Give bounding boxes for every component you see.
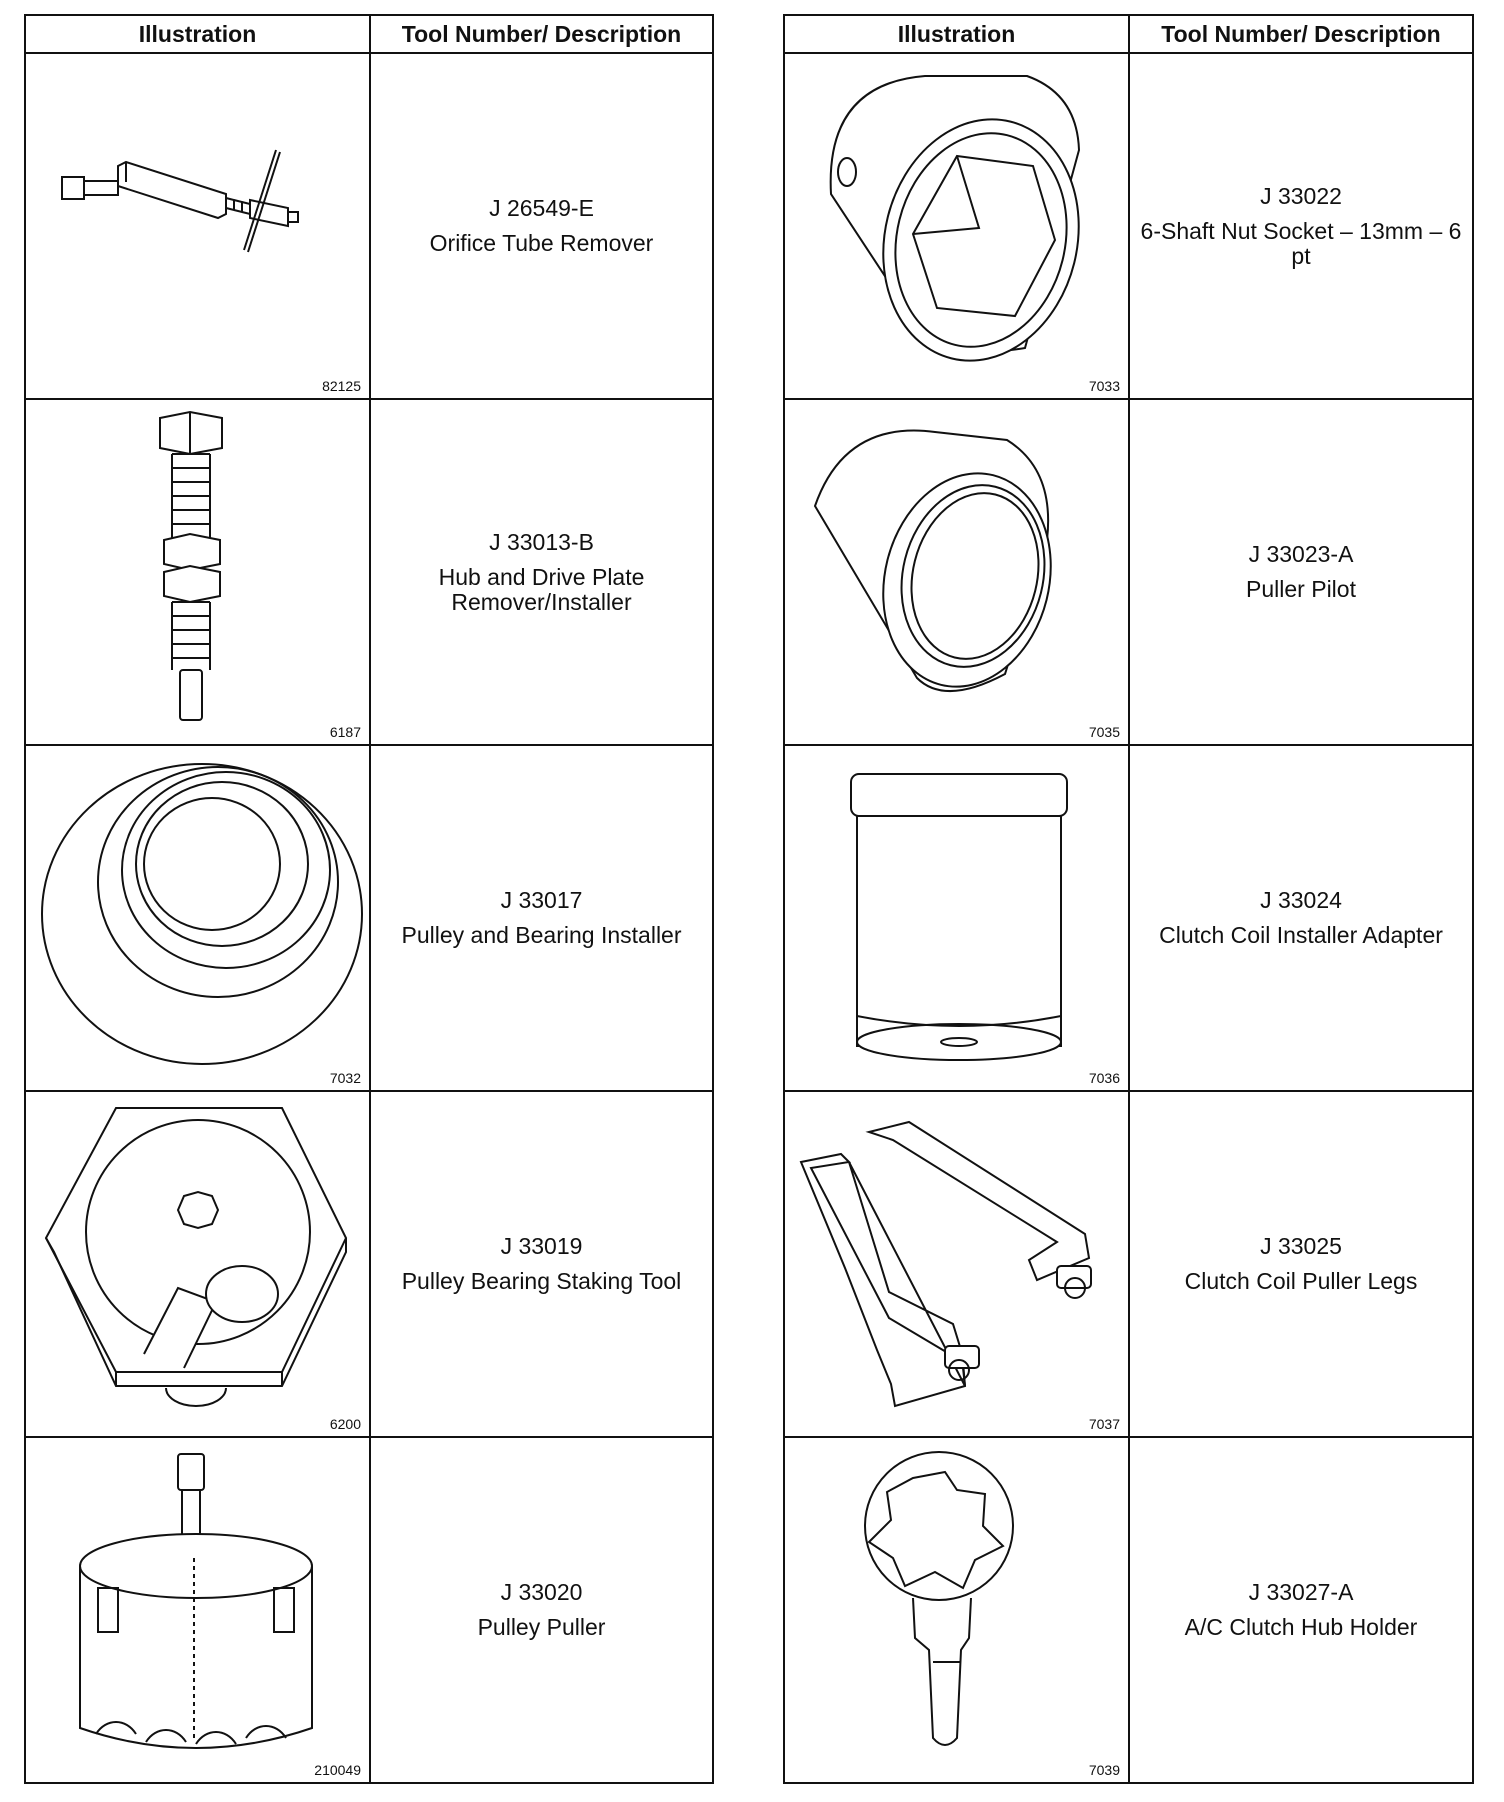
figure-number: 6200: [329, 1416, 361, 1432]
description-cell: [1129, 1091, 1473, 1437]
description-cell: [1129, 745, 1473, 1091]
tool-description: Puller Pilot: [1246, 576, 1356, 602]
tool-number: J 33020: [500, 1579, 583, 1605]
table-row: [25, 399, 713, 745]
figure-number: 7035: [1088, 724, 1120, 740]
illustration-cell: [784, 745, 1129, 1091]
tool-description: A/C Clutch Hub Holder: [1184, 1614, 1418, 1640]
tool-description: Orifice Tube Remover: [429, 230, 654, 256]
tool-number: J 33024: [1260, 887, 1342, 913]
illustration-cell: [25, 1437, 370, 1783]
threaded-bolt-tool-icon: [26, 400, 369, 744]
header-description: Tool Number/ Description: [370, 15, 713, 53]
figure-number: 210049: [314, 1762, 361, 1778]
installer-adapter-icon: [785, 746, 1128, 1090]
tool-description: Clutch Coil Installer Adapter: [1159, 922, 1443, 948]
orifice-tube-remover-icon: [26, 54, 369, 398]
tool-number: J 26549-E: [489, 195, 594, 221]
table-row: [784, 399, 1473, 745]
figure-number: 7036: [1088, 1070, 1120, 1086]
table-row: [784, 1091, 1473, 1437]
pulley-puller-icon: [26, 1438, 369, 1782]
description-cell: [1129, 399, 1473, 745]
tool-table-right: [783, 14, 1474, 1784]
ring-installer-icon: [26, 746, 369, 1090]
description-cell: [370, 745, 713, 1091]
table-row: [784, 1437, 1473, 1783]
illustration-cell: [784, 53, 1129, 399]
tool-number: J 33022: [1260, 182, 1342, 209]
description-cell: [370, 53, 713, 399]
header-illustration: Illustration: [25, 15, 370, 53]
description-cell: [370, 399, 713, 745]
figure-number: 7039: [1088, 1762, 1120, 1778]
table-row: [25, 53, 713, 399]
hex-socket-icon: [785, 54, 1128, 398]
description-cell: [1129, 1437, 1473, 1783]
puller-pilot-icon: [785, 400, 1128, 744]
illustration-cell: [784, 1091, 1129, 1437]
description-cell: [370, 1091, 713, 1437]
tool-description: Clutch Coil Puller Legs: [1184, 1268, 1418, 1294]
illustration-cell: [25, 1091, 370, 1437]
tool-description: Pulley Puller: [477, 1614, 606, 1640]
description-cell: [1129, 53, 1473, 399]
tool-table-left: [24, 14, 714, 1784]
header-description: Tool Number/ Description: [1129, 15, 1473, 53]
header-illustration: Illustration: [784, 15, 1129, 53]
table-row: [784, 53, 1473, 399]
tool-number: J 33013-B: [489, 528, 594, 555]
figure-number: 82125: [322, 378, 361, 394]
tool-description: Pulley Bearing Staking Tool: [401, 1268, 682, 1294]
tool-description: Pulley and Bearing Installer: [401, 922, 682, 948]
header-row: [25, 15, 713, 53]
tool-number: J 33025: [1260, 1233, 1342, 1259]
table-row: [25, 745, 713, 1091]
table-row: [25, 1437, 713, 1783]
puller-legs-icon: [785, 1092, 1128, 1436]
figure-number: 7033: [1088, 378, 1120, 394]
figure-number: 7037: [1088, 1416, 1120, 1432]
tool-number: J 33023-A: [1248, 541, 1354, 567]
header-row: [784, 15, 1473, 53]
hex-staking-tool-icon: [26, 1092, 369, 1436]
illustration-cell: [25, 53, 370, 399]
tool-description: 6-Shaft Nut Socket – 13mm – 6 pt: [1140, 217, 1462, 269]
illustration-cell: [25, 399, 370, 745]
illustration-cell: [784, 399, 1129, 745]
tool-number: J 33017: [500, 887, 583, 913]
description-cell: [370, 1437, 713, 1783]
tool-number: J 33027-A: [1248, 1579, 1354, 1605]
hub-holder-icon: [785, 1438, 1128, 1782]
figure-number: 7032: [329, 1070, 361, 1086]
figure-number: 6187: [329, 724, 361, 740]
tool-number: J 33019: [500, 1233, 583, 1259]
tool-description: Hub and Drive Plate Remover/Installer: [438, 563, 645, 615]
illustration-cell: [784, 1437, 1129, 1783]
illustration-cell: [25, 745, 370, 1091]
table-row: [784, 745, 1473, 1091]
table-row: [25, 1091, 713, 1437]
